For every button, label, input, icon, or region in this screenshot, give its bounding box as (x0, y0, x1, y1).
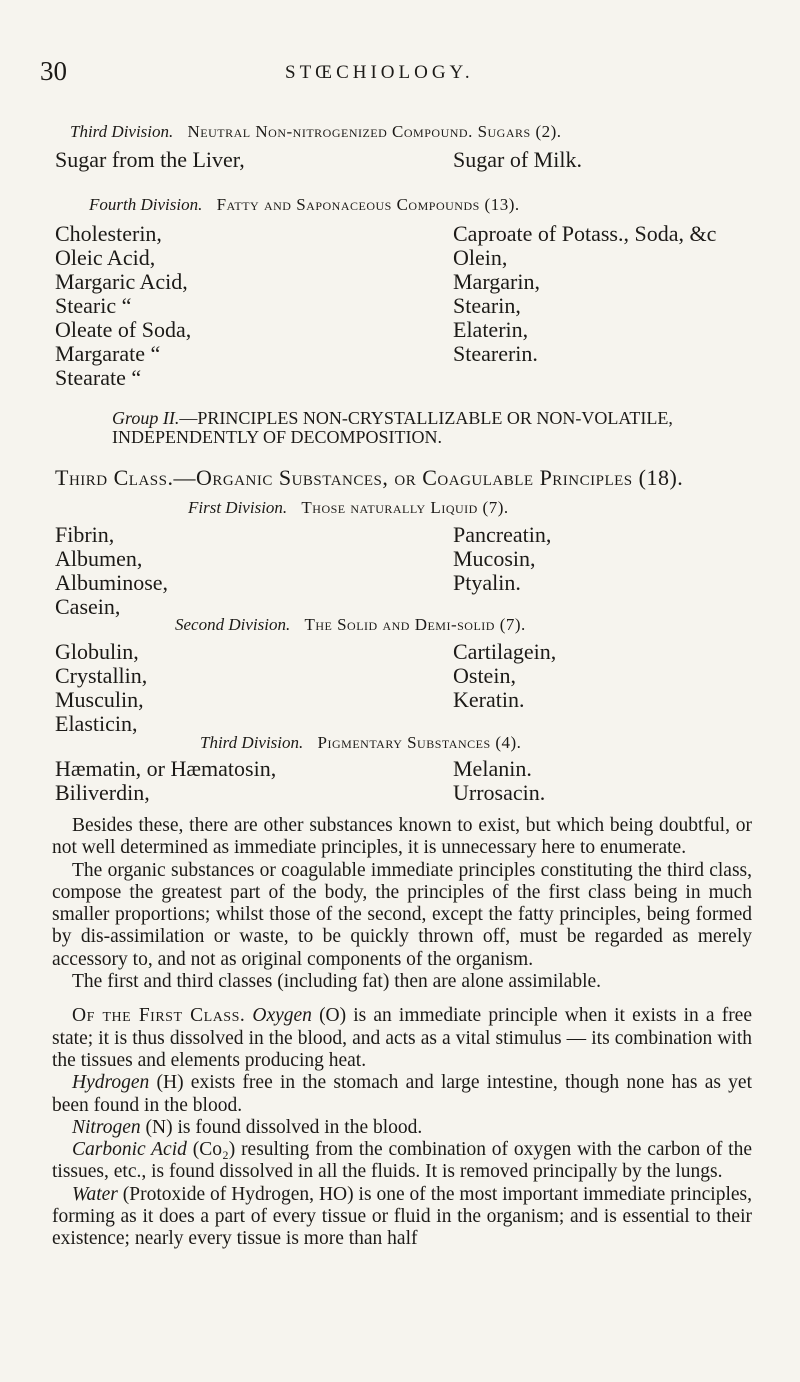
list-item: Stearate “ (55, 365, 142, 390)
paragraph-text: (Protoxide of Hydrogen, HO) is one of the most important immediate principles, forming as it does a part of every tissue or fluid in the organism; and is essential to their existence; nearly every tissue is more than half (52, 1183, 752, 1250)
list-item: Cartilagein, (453, 639, 557, 664)
list-item: Crystallin, (55, 663, 148, 688)
list-item: Pancreatin, (453, 522, 552, 547)
paragraph-besides: Besides these, there are other substances known to exist, but which being doubtful, or not well determined as immediate principles, it is unnecessary here to enumerate. (52, 815, 752, 859)
section-lead: Of the First Class. (72, 1005, 246, 1027)
list-item: Sugar from the Liver, (55, 147, 245, 172)
list-item: Ostein, (453, 663, 516, 688)
division-title: Pigmentary Substances (4). (317, 733, 522, 752)
liquid-col1 (55, 523, 168, 619)
list-item: Melanin. (453, 756, 532, 781)
list-item: Albuminose, (55, 570, 169, 595)
group-text: —PRINCIPLES NON-CRYSTALLIZABLE OR NON-VOLATILE, INDEPENDENTLY OF DECOMPOSITION. (112, 408, 673, 447)
group-2-heading (112, 409, 752, 447)
list-item: Oleic Acid, (55, 245, 156, 270)
list-item: Elaterin, (453, 317, 529, 342)
sugars-col2 (453, 148, 582, 172)
list-item: Albumen, (55, 546, 143, 571)
solid-col1 (55, 640, 147, 736)
paragraph-text: (H) exists free in the stomach and large intestine, though none has as yet been found in the blood. (52, 1072, 752, 1116)
list-item: Stearin, (453, 293, 521, 318)
list-item: Margarate “ (55, 341, 161, 366)
division-label: Third Division. (200, 733, 304, 752)
division-label: Fourth Division. (89, 195, 203, 214)
class-title: Third Class.—Organic Substances, or Coagulable Principles (18). (55, 465, 684, 490)
group-label: Group II. (112, 408, 180, 428)
paragraph-organic: The organic substances or coagulable immediate principles constituting the third class, compose the greatest part of the body, the principles of the first class being in much smaller proportions; whilst those of the second, except the fatty principles, being formed by dis-assimilation or waste, to be quickly thrown off, must be regarded as merely accessory to, and not as original components of the organism. (52, 859, 752, 970)
fatty-col2 (453, 222, 716, 366)
paragraph-oxygen (52, 1005, 752, 1072)
term-oxygen: Oxygen (252, 1005, 312, 1027)
division-title: The Solid and Demi-solid (7). (304, 615, 526, 634)
list-item: Sugar of Milk. (453, 147, 582, 172)
list-item: Elasticin, (55, 711, 138, 736)
pigment-col1 (55, 757, 276, 805)
list-item: Keratin. (453, 687, 525, 712)
paragraph-hydrogen (52, 1072, 752, 1117)
list-item: Globulin, (55, 639, 139, 664)
list-item: Margaric Acid, (55, 269, 188, 294)
pigmentary-division-heading (200, 733, 521, 753)
list-item: Olein, (453, 245, 508, 270)
paragraph-carbonic (52, 1139, 752, 1184)
third-class-heading (55, 465, 683, 491)
list-item: Ptyalin. (453, 570, 521, 595)
third-division-heading (70, 122, 562, 142)
paragraph-text: (Co₂) resulting from the combination of oxygen with the carbon of the tissues, etc., is found dissolved in all the fluids. It is removed principally by the lungs. (52, 1139, 752, 1183)
term-nitrogen: Nitrogen (72, 1116, 141, 1138)
term-water: Water (72, 1183, 118, 1205)
term-hydrogen: Hydrogen (72, 1072, 150, 1094)
liquid-col2 (453, 523, 551, 595)
body-text (52, 815, 752, 1251)
paragraph-water (52, 1184, 752, 1251)
list-item: Biliverdin, (55, 780, 150, 805)
paragraph-text: (N) is found dissolved in the blood. (145, 1116, 423, 1138)
sugars-col1 (55, 148, 245, 172)
list-item: Mucosin, (453, 546, 536, 571)
list-item: Casein, (55, 594, 121, 619)
division-label: First Division. (188, 498, 288, 517)
division-title: Neutral Non-nitrogenized Compound. Sugars (2). (187, 122, 562, 141)
fourth-division-heading (89, 195, 520, 215)
paragraph-assimilable: The first and third classes (including fat) then are alone assimilable. (72, 971, 602, 993)
paragraph-text: (O) is an immediate principle when it exists in a free state; it is thus dissolved in the blood, and acts as a vital stimulus — its combination with the tissues and elements producing heat. (52, 1005, 752, 1071)
list-item: Fibrin, (55, 522, 115, 547)
list-item: Urrosacin. (453, 780, 546, 805)
solid-col2 (453, 640, 556, 712)
second-division-heading (175, 615, 526, 635)
division-title: Fatty and Saponaceous Compounds (13). (216, 195, 520, 214)
paragraph-nitrogen (52, 1117, 752, 1139)
first-division-heading (188, 498, 509, 518)
list-item: Cholesterin, (55, 221, 162, 246)
list-item: Caproate of Potass., Soda, &c (453, 221, 717, 246)
list-item: Oleate of Soda, (55, 317, 192, 342)
term-carbonic-acid: Carbonic Acid (72, 1139, 187, 1161)
division-title: Those naturally Liquid (7). (301, 498, 509, 517)
list-item: Hæmatin, or Hæmatosin, (55, 756, 277, 781)
page-number: 30 (40, 56, 67, 86)
list-item: Margarin, (453, 269, 540, 294)
list-item: Stearerin. (453, 341, 538, 366)
running-title: STŒCHIOLOGY. (285, 62, 474, 83)
division-label: Second Division. (175, 615, 291, 634)
list-item: Stearic “ (55, 293, 132, 318)
division-label: Third Division. (70, 122, 174, 141)
fatty-col1 (55, 222, 191, 390)
pigment-col2 (453, 757, 545, 805)
list-item: Musculin, (55, 687, 144, 712)
